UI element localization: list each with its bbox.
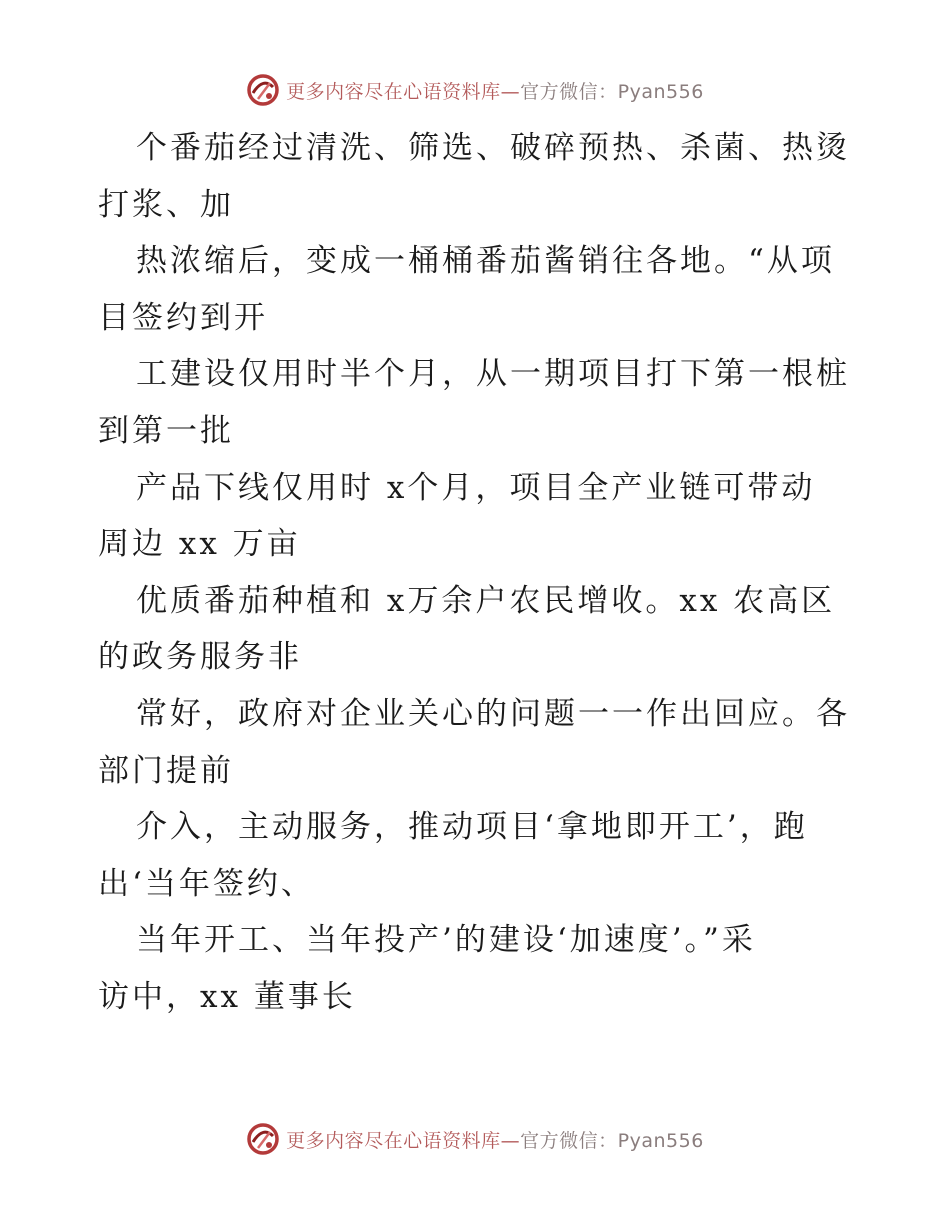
text-line: 周边 xx 万亩 (98, 526, 301, 563)
watermark-brand-text: 更多内容尽在心语资料库— (286, 80, 521, 103)
text-line: 优质番茄种植和 x万余户农民增收。xx 农高区 (136, 582, 836, 619)
text-line: 工建设仅用时半个月，从一期项目打下第一根桩 (136, 356, 850, 393)
text-line: 打浆、加 (98, 186, 234, 223)
text-line: 出‘当年签约、 (98, 865, 315, 902)
text-line: 目签约到开 (98, 299, 268, 336)
text-line: 个番茄经过清洗、筛选、破碎预热、杀菌、热烫 (136, 130, 850, 166)
text-line: 的政务服务非 (98, 639, 302, 676)
text-line: 产品下线仅用时 x个月，项目全产业链可带动 (136, 469, 816, 506)
footer-watermark (0, 1119, 950, 1159)
text-line: 当年开工、当年投产’的建设‘加速度’。”采 (136, 922, 756, 959)
text-line: 访中，xx 董事长 (98, 978, 356, 1015)
document-body (98, 120, 858, 1026)
watermark-wechat-text: 官方微信：Pyan556 (520, 80, 704, 103)
text-line: 部门提前 (98, 752, 234, 789)
text-line: 常好，政府对企业关心的问题一一作出回应。各 (136, 695, 850, 732)
text-line: 介入，主动服务，推动项目‘拿地即开工’，跑 (136, 809, 808, 846)
red-swirl-logo-icon (246, 1122, 280, 1156)
red-swirl-logo-icon (246, 73, 280, 107)
watermark-wechat-text: 官方微信：Pyan556 (520, 1129, 704, 1152)
header-watermark (0, 70, 950, 110)
text-line: 到第一批 (98, 412, 234, 449)
text-line: 热浓缩后，变成一桶桶番茄酱销往各地。“从项 (136, 243, 835, 280)
watermark-brand-text: 更多内容尽在心语资料库— (286, 1129, 521, 1152)
